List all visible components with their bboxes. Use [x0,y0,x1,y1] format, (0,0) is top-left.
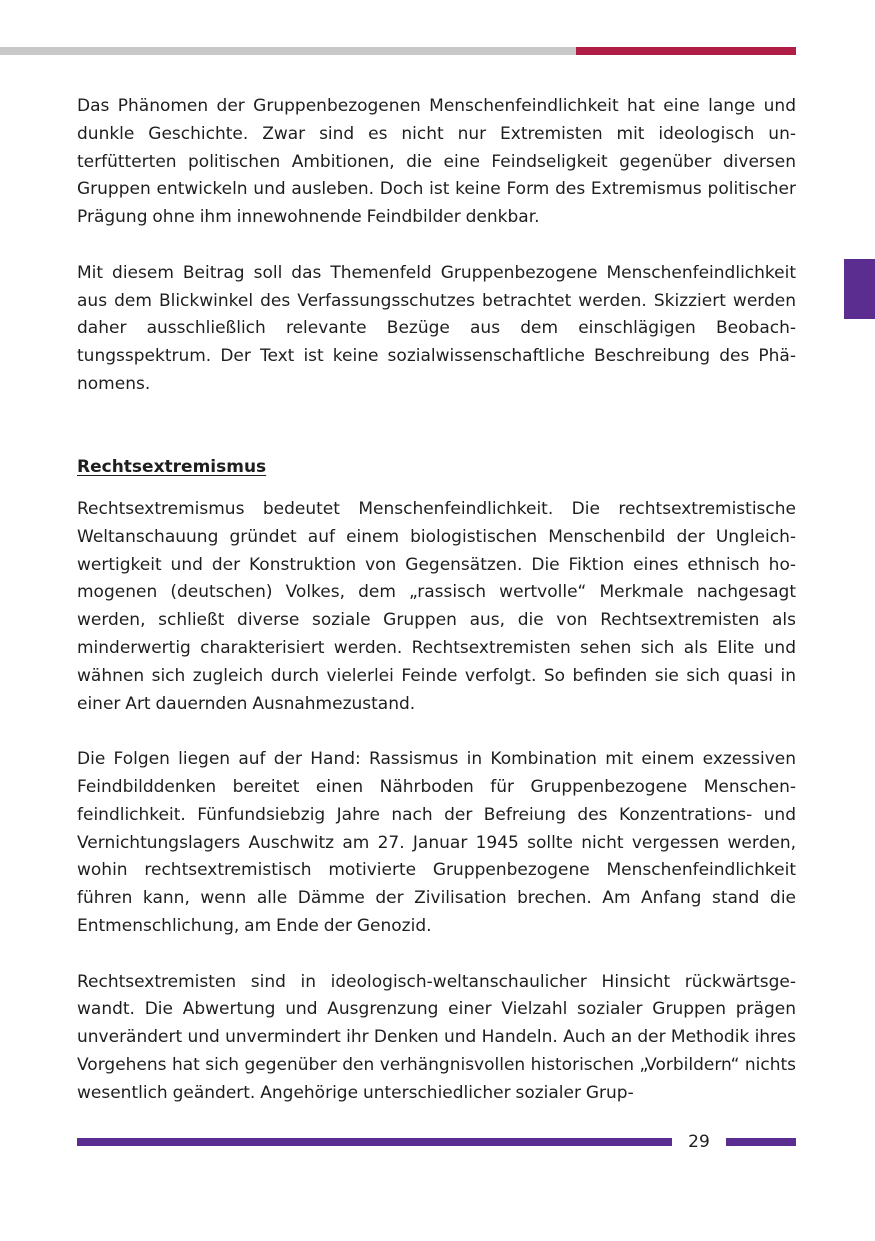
intro-paragraph-2: Mit diesem Beitrag soll das Themenfeld Gruppenbezogene Menschenfeindlichkeit aus dem Blickwinkel des Verfassungsschutzes betrachtet werden. Skizziert werden daher ausschließlich relevante Bezüge aus dem einschlägigen Beobachtungsspektrum. Der Text ist keine sozialwissenschaftliche Beschreibung des Phänomens. [77,262,796,394]
section-paragraph-2: Die Folgen liegen auf der Hand: Rassismus in Kombination mit einem exzessiven Feindbilddenken bereitet einen Nährboden für Gruppenbezogene Menschenfeindlichkeit. Fünfundsiebzig Jahre nach der Befreiung des Konzentrations- und Vernichtungslagers Auschwitz am 27. Januar 1945 sollte nicht vergessen werden, wohin rechtsextremistisch motivierte Gruppenbezogene Menschenfeindlichkeit führen kann, wenn alle Dämme der Zivilisation brechen. Am Anfang stand die Entmenschlichung, am Ende der Genozid. [77,749,796,936]
chapter-side-tab [844,259,875,319]
header-rule-accent [576,47,796,55]
section-heading: Rechtsextremismus [77,457,267,478]
footer-rule-right [726,1138,796,1146]
page-number: 29 [688,1132,710,1152]
section-paragraph-1: Rechtsextremismus bedeutet Menschenfeindlichkeit. Die rechtsextremistische Weltanschauung gründet auf einem biologistischen Menschenbild der Ungleichwertigkeit und der Konstruktion von Gegensätzen. Die Fiktion eines ethnisch homogenen (deutschen) Volkes, dem „rassisch wertvolle“ Merkmale nachgesagt werden, schließt diverse soziale Gruppen aus, die von Rechtsextremisten als minderwertig charakterisiert werden. Rechtsextremisten sehen sich als Elite und wähnen sich zugleich durch vielerlei Feinde verfolgt. So befinden sie sich quasi in einer Art dauernden Ausnahmezustand. [77,499,796,714]
page-body [77,93,796,1108]
page-footer [77,1128,796,1156]
footer-rule-left [77,1138,672,1146]
header-rule-gray [0,47,576,55]
section-paragraph-3: Rechtsextremisten sind in ideologisch-weltanschaulicher Hinsicht rückwärtsgewandt. Die Abwertung und Ausgrenzung einer Vielzahl sozialer Gruppen prägen unverändert und unvermindert ihr Denken und Handeln. Auch an der Methodik ihres Vorgehens hat sich gegenüber den verhängnisvollen historischen „Vorbildern“ nichts wesentlich geändert. Angehörige unterschiedlicher sozialer Grup- [77,971,796,1103]
intro-paragraph-1: Das Phänomen der Gruppenbezogenen Menschenfeindlichkeit hat eine lange und dunkle Geschichte. Zwar sind es nicht nur Extremisten mit ideologisch unterfütterten politischen Ambitionen, die eine Feindseligkeit gegenüber diversen Gruppen entwickeln und ausleben. Doch ist keine Form des Extremismus politischer Prägung ohne ihm innewohnende Feindbilder denkbar. [77,96,796,228]
